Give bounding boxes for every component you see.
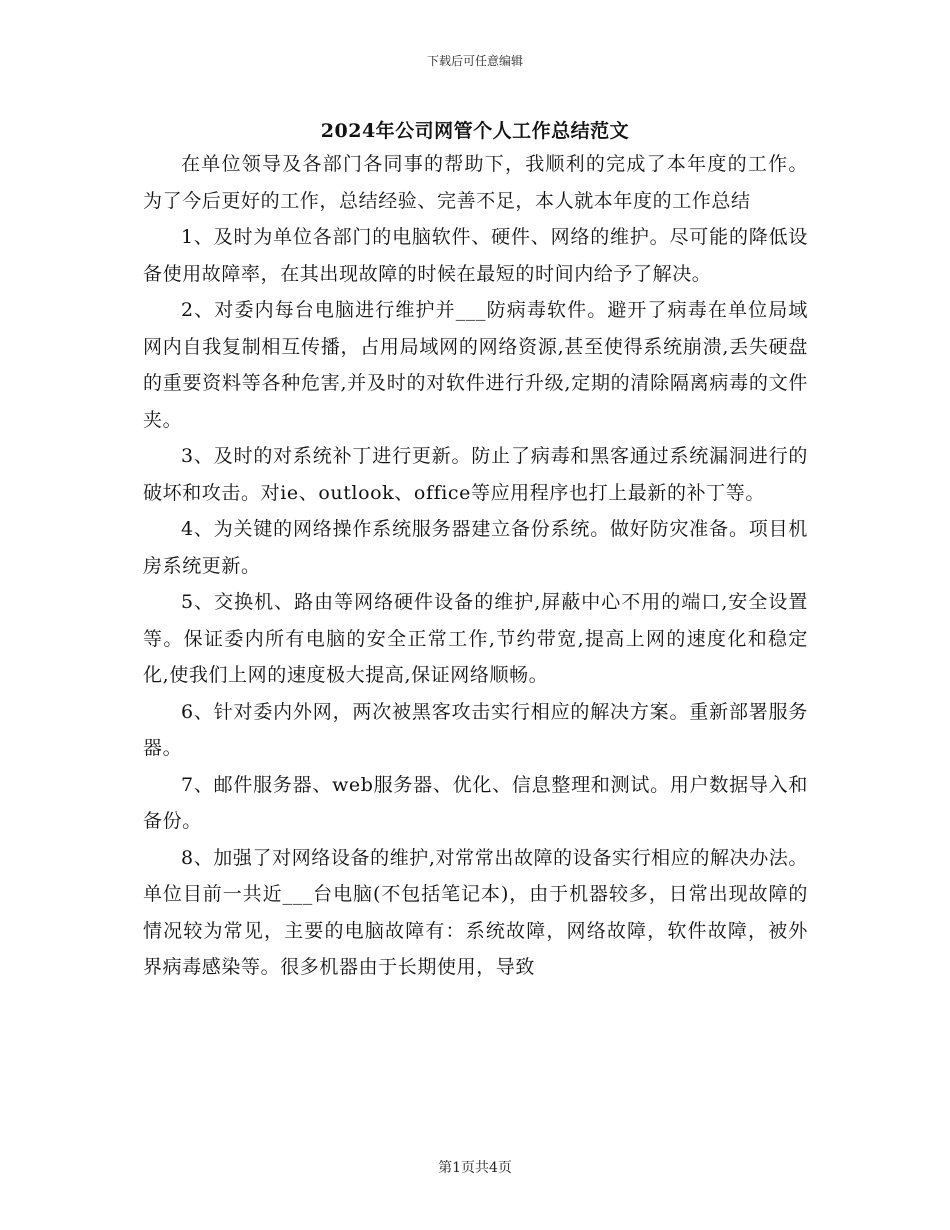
item-paragraph-5: 5、交换机、路由等网络硬件设备的维护,屏蔽中心不用的端口,安全设置等。保证委内所有电脑的安全正常工作,节约带宽,提高上网的速度化和稳定化,使我们上网的速度极大提高,保证网络顺畅。 xyxy=(143,591,808,686)
document-title: 2024年公司网管个人工作总结范文 xyxy=(320,120,630,142)
item-paragraph-8: 8、加强了对网络设备的维护,对常常出故障的设备实行相应的解决办法。单位目前一共近___台电脑(不包括笔记本)，由于机器较多，日常出现故障的情况较为常见，主要的电脑故障有：系统故障，网络故障，软件故障，被外界病毒感染等。很多机器由于长期使用，导致 xyxy=(143,846,808,978)
page-header-note: 下载后可任意编辑 xyxy=(426,54,523,68)
document-body xyxy=(143,146,808,986)
item-paragraph-2: 2、对委内每台电脑进行维护并___防病毒软件。避开了病毒在单位局域网内自我复制相互传播，占用局域网的网络资源,甚至使得系统崩溃,丢失硬盘的重要资料等各种危害,并及时的对软件进行升级,定期的清除隔离病毒的文件夹。 xyxy=(143,299,808,431)
item-paragraph-6: 6、针对委内外网，两次被黑客攻击实行相应的解决方案。重新部署服务器。 xyxy=(143,700,808,759)
item-paragraph-3: 3、及时的对系统补丁进行更新。防止了病毒和黑客通过系统漏洞进行的破坏和攻击。对ie、outlook、office等应用程序也打上最新的补丁等。 xyxy=(143,445,808,504)
page-number: 第1页共4页 xyxy=(438,1160,512,1176)
intro-paragraph: 在单位领导及各部门各同事的帮助下，我顺利的完成了本年度的工作。为了今后更好的工作，总结经验、完善不足，本人就本年度的工作总结 xyxy=(143,153,808,212)
item-paragraph-7: 7、邮件服务器、web服务器、优化、信息整理和测试。用户数据导入和备份。 xyxy=(143,773,808,832)
item-paragraph-1: 1、及时为单位各部门的电脑软件、硬件、网络的维护。尽可能的降低设备使用故障率，在其出现故障的时候在最短的时间内给予了解决。 xyxy=(143,226,808,285)
item-paragraph-4: 4、为关键的网络操作系统服务器建立备份系统。做好防灾准备。项目机房系统更新。 xyxy=(143,518,808,577)
